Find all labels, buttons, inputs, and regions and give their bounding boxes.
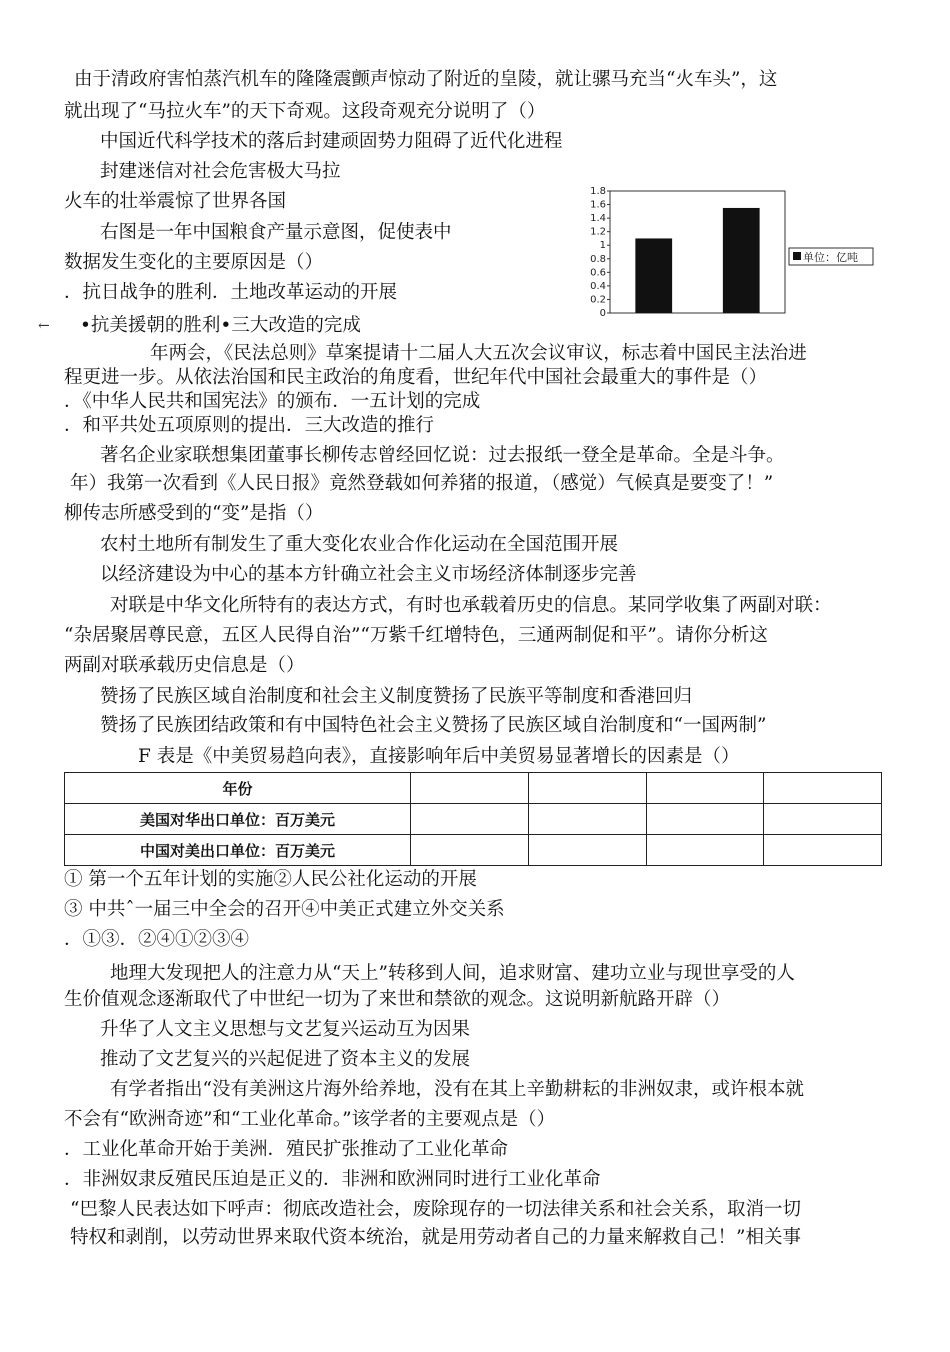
q8-options-1: ．工业化革命开始于美洲．殖民扩张推动了工业化革命 bbox=[64, 1139, 509, 1160]
y-tick-label: 0.4 bbox=[590, 280, 606, 292]
margin-arrow-mark: ← bbox=[38, 318, 50, 334]
q5-options-1: 赞扬了民族区域自治制度和社会主义制度赞扬了民族平等制度和香港回归 bbox=[100, 686, 693, 707]
q5-line-2: “杂居聚居尊民意，五区人民得自治”“万紫千红增特色，三通两制促和平”。请你分析这 bbox=[64, 625, 768, 646]
q3-options-2: ．和平共处五项原则的提出．三大改造的推行 bbox=[64, 415, 435, 436]
us-export-label: 美国对华出口单位：百万美元 bbox=[65, 804, 411, 835]
q3-line-1: 年两会，《民法总则》草案提请十二届人大五次会议审议，标志着中国民主法治进 bbox=[150, 343, 807, 364]
q4-options-2: 以经济建设为中心的基本方针确立社会主义市场经济体制逐步完善 bbox=[100, 564, 637, 585]
q1-options-3: 火车的壮举震惊了世界各国 bbox=[64, 191, 287, 212]
y-tick-label: 0.2 bbox=[590, 294, 606, 306]
china-export-label: 中国对美出口单位：百万美元 bbox=[65, 835, 411, 866]
table-cell bbox=[764, 773, 882, 804]
bar bbox=[635, 238, 672, 313]
grain-output-chart bbox=[590, 185, 875, 320]
y-tick-label: 1.8 bbox=[590, 186, 606, 197]
q2-line-2: 数据发生变化的主要原因是（） bbox=[64, 252, 324, 273]
q7-line-1: 地理大发现把人的注意力从“天上”转移到人间，追求财富、建功立业与现世享受的人 bbox=[110, 963, 795, 984]
y-tick-label: 1 bbox=[599, 240, 606, 252]
y-tick-label: 0.8 bbox=[590, 253, 606, 265]
y-tick-label: 0.6 bbox=[590, 267, 606, 279]
y-tick-label: 1.4 bbox=[590, 213, 606, 225]
q4-line-1: 著名企业家联想集团董事长柳传志曾经回忆说：过去报纸一登全是革命。全是斗争。 bbox=[100, 445, 785, 466]
q6-line-1: F 表是《中美贸易趋向表》，直接影响年后中美贸易显著增长的因素是（） bbox=[138, 746, 740, 767]
q5-line-3: 两副对联承载历史信息是（） bbox=[64, 655, 305, 676]
q2-options-2: •抗美援朝的胜利•三大改造的完成 bbox=[80, 315, 361, 336]
q1-options-2: 封建迷信对社会危害极大马拉 bbox=[100, 161, 341, 182]
q9-line-1: “巴黎人民表达如下呼声：彻底改造社会，废除现存的一切法律关系和社会关系，取消一切 bbox=[70, 1199, 801, 1220]
bars bbox=[635, 208, 759, 313]
q3-options-1: ．《中华人民共和国宪法》的颁布．一五计划的完成 bbox=[64, 391, 481, 412]
q6-options-3: ．①③．②④①②③④ bbox=[64, 929, 250, 950]
y-tick-label: 0 bbox=[599, 308, 606, 319]
legend-label: 单位：亿吨 bbox=[803, 251, 858, 264]
q8-line-2: 不会有“欧洲奇迹”和“工业化革命。”该学者的主要观点是（） bbox=[64, 1109, 556, 1130]
table-cell bbox=[528, 773, 646, 804]
year-header: 年份 bbox=[65, 773, 411, 804]
q4-line-3: 柳传志所感受到的“变”是指（） bbox=[64, 503, 324, 524]
table-cell bbox=[411, 804, 529, 835]
q1-line-2: 就出现了“马拉火车”的天下奇观。这段奇观充分说明了（） bbox=[64, 101, 546, 122]
q4-options-1: 农村土地所有制发生了重大变化农业合作化运动在全国范围开展 bbox=[100, 534, 619, 555]
q7-line-2: 生价值观念逐渐取代了中世纪一切为了来世和禁欲的观念。这说明新航路开辟（） bbox=[64, 989, 731, 1010]
table-cell bbox=[646, 804, 764, 835]
q6-options-2: ③ 中共ˆ一届三中全会的召开④中美正式建立外交关系 bbox=[64, 899, 505, 920]
q2-options-1: ．抗日战争的胜利．土地改革运动的开展 bbox=[64, 282, 398, 303]
q6-options-1: ① 第一个五年计划的实施②人民公社化运动的开展 bbox=[64, 869, 477, 890]
chart-legend bbox=[789, 248, 873, 265]
table-cell bbox=[411, 835, 529, 866]
q1-line-1: 由于清政府害怕蒸汽机车的隆隆震颤声惊动了附近的皇陵，就让骡马充当“火车头”，这 bbox=[74, 69, 778, 90]
q3-line-2: 程更进一步。从依法治国和民主政治的角度看，世纪年代中国社会最重大的事件是（） bbox=[64, 367, 768, 388]
q1-options-1: 中国近代科学技术的落后封建顽固势力阻碍了近代化进程 bbox=[100, 131, 563, 152]
table-cell bbox=[646, 773, 764, 804]
q5-line-1: 对联是中华文化所特有的表达方式，有时也承载着历史的信息。某同学收集了两副对联： bbox=[110, 595, 832, 616]
table-row bbox=[65, 773, 882, 804]
q8-line-1: 有学者指出“没有美洲这片海外给养地，没有在其上辛勤耕耘的非洲奴隶，或许根本就 bbox=[110, 1079, 804, 1100]
q2-line-1: 右图是一年中国粮食产量示意图，促使表中 bbox=[100, 222, 452, 243]
table-row bbox=[65, 835, 882, 866]
q4-line-2: 年）我第一次看到《人民日报》竟然登载如何养猪的报道，（感觉）气候真是要变了！” bbox=[70, 473, 774, 494]
q5-options-2: 赞扬了民族团结政策和有中国特色社会主义赞扬了民族区域自治制度和“一国两制” bbox=[100, 715, 767, 736]
trade-table bbox=[64, 772, 882, 866]
table-row bbox=[65, 804, 882, 835]
table-cell bbox=[528, 804, 646, 835]
bar bbox=[723, 208, 760, 313]
table-cell bbox=[764, 835, 882, 866]
table-cell bbox=[764, 804, 882, 835]
table-cell bbox=[646, 835, 764, 866]
q8-options-2: ．非洲奴隶反殖民压迫是正义的．非洲和欧洲同时进行工业化革命 bbox=[64, 1169, 601, 1190]
table-cell bbox=[528, 835, 646, 866]
q9-line-2: 特权和剥削，以劳动世界来取代资本统治，就是用劳动者自己的力量来解救自己！”相关事 bbox=[70, 1227, 801, 1248]
table-cell bbox=[411, 773, 529, 804]
legend-swatch bbox=[793, 252, 801, 260]
y-tick-label: 1.6 bbox=[590, 199, 606, 211]
y-tick-label: 1.2 bbox=[590, 226, 606, 238]
q7-options-1: 升华了人文主义思想与文艺复兴运动互为因果 bbox=[100, 1019, 471, 1040]
q7-options-2: 推动了文艺复兴的兴起促进了资本主义的发展 bbox=[100, 1049, 471, 1070]
